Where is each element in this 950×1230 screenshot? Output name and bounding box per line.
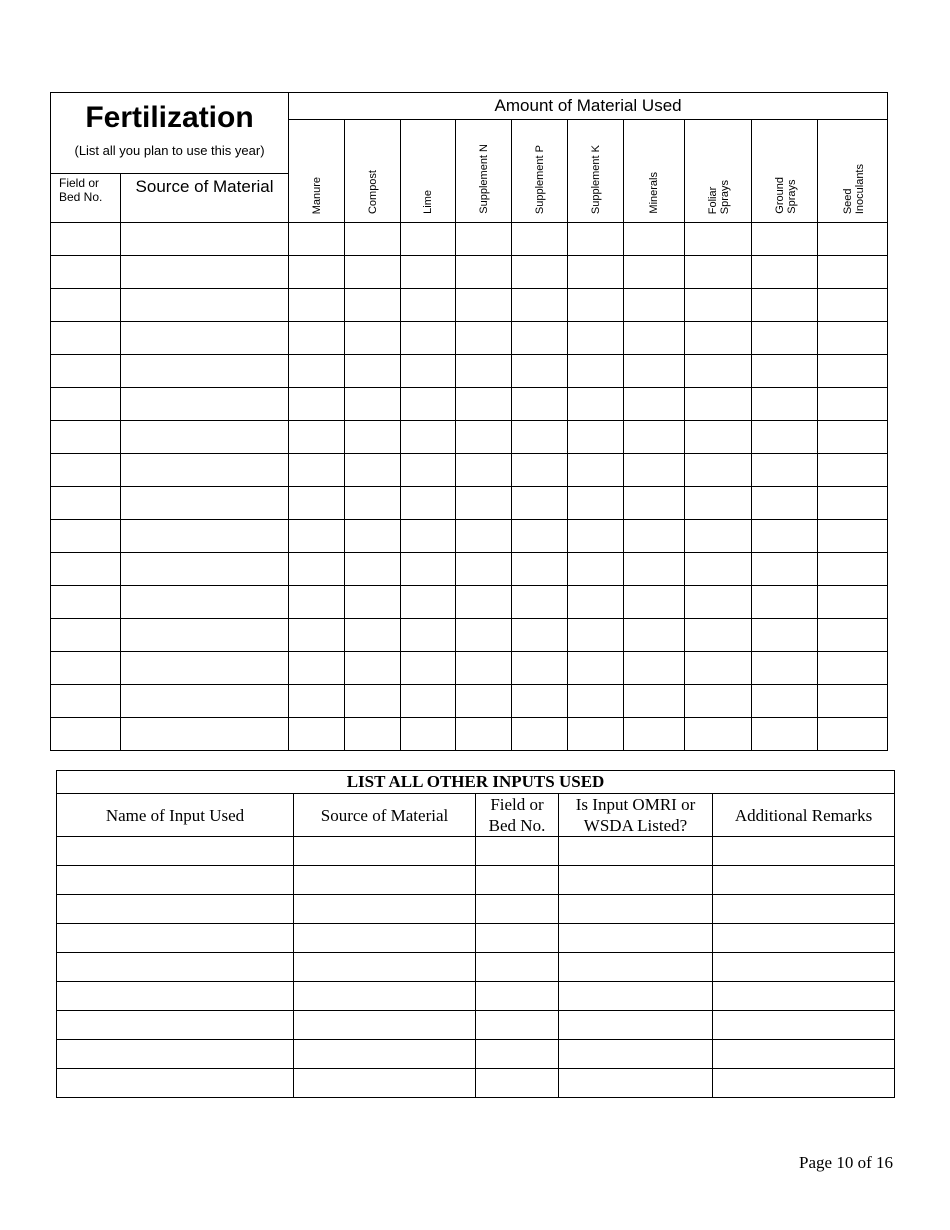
fertilization-entry-cell[interactable] xyxy=(512,619,568,652)
other-input-entry-cell[interactable] xyxy=(294,982,476,1011)
other-input-row xyxy=(57,895,895,924)
fertilization-entry-cell[interactable] xyxy=(685,553,752,586)
column-manure: Manure xyxy=(289,120,345,223)
fertilization-entry-cell[interactable] xyxy=(818,487,888,520)
fertilization-entry-cell[interactable] xyxy=(512,586,568,619)
other-input-entry-cell[interactable] xyxy=(294,924,476,953)
fertilization-entry-cell[interactable] xyxy=(512,520,568,553)
other-input-entry-cell[interactable] xyxy=(713,1011,895,1040)
fertilization-entry-cell[interactable] xyxy=(456,256,512,289)
fertilization-entry-cell[interactable] xyxy=(685,652,752,685)
fertilization-entry-cell[interactable] xyxy=(512,487,568,520)
fertilization-entry-cell[interactable] xyxy=(685,685,752,718)
fertilization-entry-cell[interactable] xyxy=(345,421,401,454)
fertilization-entry-cell[interactable] xyxy=(456,388,512,421)
other-input-entry-cell[interactable] xyxy=(476,924,559,953)
fertilization-entry-cell[interactable] xyxy=(401,718,456,751)
fertilization-entry-cell[interactable] xyxy=(401,685,456,718)
fertilization-entry-cell[interactable] xyxy=(512,454,568,487)
fertilization-row xyxy=(51,586,888,619)
fertilization-entry-cell[interactable] xyxy=(345,289,401,322)
other-input-entry-cell[interactable] xyxy=(559,982,713,1011)
other-input-entry-cell[interactable] xyxy=(57,1040,294,1069)
fertilization-entry-cell[interactable] xyxy=(121,652,289,685)
fertilization-table xyxy=(50,92,888,751)
fertilization-entry-cell[interactable] xyxy=(289,520,345,553)
fertilization-entry-cell[interactable] xyxy=(568,685,624,718)
fertilization-entry-cell[interactable] xyxy=(345,388,401,421)
fertilization-entry-cell[interactable] xyxy=(818,652,888,685)
fertilization-entry-cell[interactable] xyxy=(121,718,289,751)
fertilization-entry-cell[interactable] xyxy=(624,322,685,355)
column-supplement-p: Supplement P xyxy=(512,120,568,223)
fertilization-entry-cell[interactable] xyxy=(51,619,121,652)
fertilization-entry-cell[interactable] xyxy=(456,289,512,322)
fertilization-entry-cell[interactable] xyxy=(456,553,512,586)
fertilization-entry-cell[interactable] xyxy=(51,718,121,751)
fertilization-entry-cell[interactable] xyxy=(752,421,818,454)
fertilization-entry-cell[interactable] xyxy=(345,520,401,553)
fertilization-entry-cell[interactable] xyxy=(624,388,685,421)
other-input-entry-cell[interactable] xyxy=(559,895,713,924)
fertilization-entry-cell[interactable] xyxy=(121,619,289,652)
other-input-entry-cell[interactable] xyxy=(559,924,713,953)
other-input-entry-cell[interactable] xyxy=(476,866,559,895)
fertilization-entry-cell[interactable] xyxy=(512,388,568,421)
fertilization-entry-cell[interactable] xyxy=(345,619,401,652)
column-ground-sprays: Ground Sprays xyxy=(752,120,818,223)
fertilization-entry-cell[interactable] xyxy=(51,553,121,586)
fertilization-entry-cell[interactable] xyxy=(685,454,752,487)
fertilization-entry-cell[interactable] xyxy=(51,586,121,619)
other-input-entry-cell[interactable] xyxy=(559,1011,713,1040)
fertilization-entry-cell[interactable] xyxy=(401,553,456,586)
fertilization-entry-cell[interactable] xyxy=(685,388,752,421)
other-input-row xyxy=(57,1011,895,1040)
fertilization-entry-cell[interactable] xyxy=(289,718,345,751)
fertilization-entry-cell[interactable] xyxy=(818,388,888,421)
fertilization-row xyxy=(51,685,888,718)
fertilization-entry-cell[interactable] xyxy=(121,289,289,322)
omri-wsda-listed-header: Is Input OMRI or WSDA Listed? xyxy=(559,794,713,837)
fertilization-row xyxy=(51,652,888,685)
fertilization-entry-cell[interactable] xyxy=(456,586,512,619)
fertilization-entry-cell[interactable] xyxy=(121,553,289,586)
fertilization-entry-cell[interactable] xyxy=(512,223,568,256)
fertilization-entry-cell[interactable] xyxy=(401,388,456,421)
fertilization-entry-cell[interactable] xyxy=(685,322,752,355)
page-number: Page 10 of 16 xyxy=(799,1153,893,1172)
fertilization-entry-cell[interactable] xyxy=(752,355,818,388)
fertilization-entry-cell[interactable] xyxy=(51,223,121,256)
fertilization-entry-cell[interactable] xyxy=(456,520,512,553)
fertilization-entry-cell[interactable] xyxy=(345,223,401,256)
other-inputs-table xyxy=(56,770,895,1098)
fertilization-row xyxy=(51,487,888,520)
fertilization-entry-cell[interactable] xyxy=(752,685,818,718)
fertilization-entry-cell[interactable] xyxy=(289,388,345,421)
fertilization-entry-cell[interactable] xyxy=(51,652,121,685)
fertilization-entry-cell[interactable] xyxy=(401,289,456,322)
other-input-entry-cell[interactable] xyxy=(57,1011,294,1040)
fertilization-entry-cell[interactable] xyxy=(568,553,624,586)
fertilization-entry-cell[interactable] xyxy=(685,256,752,289)
fertilization-entry-cell[interactable] xyxy=(289,256,345,289)
fertilization-entry-cell[interactable] xyxy=(624,520,685,553)
fertilization-row xyxy=(51,421,888,454)
fertilization-entry-cell[interactable] xyxy=(568,454,624,487)
fertilization-entry-cell[interactable] xyxy=(456,421,512,454)
fertilization-entry-cell[interactable] xyxy=(289,223,345,256)
other-input-entry-cell[interactable] xyxy=(57,924,294,953)
other-input-entry-cell[interactable] xyxy=(294,1040,476,1069)
fertilization-entry-cell[interactable] xyxy=(51,289,121,322)
fertilization-entry-cell[interactable] xyxy=(685,487,752,520)
other-input-entry-cell[interactable] xyxy=(294,1011,476,1040)
fertilization-entry-cell[interactable] xyxy=(51,322,121,355)
fertilization-entry-cell[interactable] xyxy=(512,652,568,685)
fertilization-entry-cell[interactable] xyxy=(51,388,121,421)
column-minerals: Minerals xyxy=(624,120,685,223)
fertilization-entry-cell[interactable] xyxy=(752,619,818,652)
fertilization-entry-cell[interactable] xyxy=(568,586,624,619)
fertilization-entry-cell[interactable] xyxy=(818,685,888,718)
other-input-entry-cell[interactable] xyxy=(57,1069,294,1098)
fertilization-entry-cell[interactable] xyxy=(121,256,289,289)
fertilization-entry-cell[interactable] xyxy=(624,718,685,751)
fertilization-entry-cell[interactable] xyxy=(456,454,512,487)
fertilization-entry-cell[interactable] xyxy=(685,586,752,619)
fertilization-title-cell xyxy=(51,93,289,174)
fertilization-row xyxy=(51,388,888,421)
fertilization-entry-cell[interactable] xyxy=(624,256,685,289)
name-of-input-header: Name of Input Used xyxy=(57,794,294,837)
fertilization-row xyxy=(51,322,888,355)
fertilization-entry-cell[interactable] xyxy=(818,586,888,619)
fertilization-entry-cell[interactable] xyxy=(51,421,121,454)
other-input-entry-cell[interactable] xyxy=(559,837,713,866)
other-input-entry-cell[interactable] xyxy=(57,895,294,924)
fertilization-entry-cell[interactable] xyxy=(121,520,289,553)
fertilization-entry-cell[interactable] xyxy=(289,619,345,652)
fertilization-entry-cell[interactable] xyxy=(456,223,512,256)
fertilization-entry-cell[interactable] xyxy=(818,619,888,652)
fertilization-entry-cell[interactable] xyxy=(289,454,345,487)
fertilization-entry-cell[interactable] xyxy=(512,256,568,289)
fertilization-entry-cell[interactable] xyxy=(456,652,512,685)
fertilization-entry-cell[interactable] xyxy=(512,553,568,586)
fertilization-entry-cell[interactable] xyxy=(568,520,624,553)
other-input-entry-cell[interactable] xyxy=(559,1040,713,1069)
fertilization-row xyxy=(51,355,888,388)
fertilization-row xyxy=(51,619,888,652)
other-input-entry-cell[interactable] xyxy=(476,1011,559,1040)
other-input-entry-cell[interactable] xyxy=(476,982,559,1011)
column-seed-inoculants: Seed Inoculants xyxy=(818,120,888,223)
fertilization-entry-cell[interactable] xyxy=(624,553,685,586)
fertilization-entry-cell[interactable] xyxy=(624,685,685,718)
fertilization-row xyxy=(51,289,888,322)
fertilization-entry-cell[interactable] xyxy=(289,289,345,322)
fertilization-entry-cell[interactable] xyxy=(818,454,888,487)
column-supplement-k: Supplement K xyxy=(568,120,624,223)
other-input-entry-cell[interactable] xyxy=(713,866,895,895)
fertilization-entry-cell[interactable] xyxy=(289,322,345,355)
other-input-row xyxy=(57,1040,895,1069)
fertilization-entry-cell[interactable] xyxy=(289,652,345,685)
fertilization-entry-cell[interactable] xyxy=(685,520,752,553)
fertilization-title: Fertilization xyxy=(85,101,254,134)
fertilization-row xyxy=(51,256,888,289)
fertilization-entry-cell[interactable] xyxy=(51,256,121,289)
fertilization-entry-cell[interactable] xyxy=(568,289,624,322)
other-input-entry-cell[interactable] xyxy=(57,982,294,1011)
fertilization-entry-cell[interactable] xyxy=(752,454,818,487)
other-input-entry-cell[interactable] xyxy=(713,953,895,982)
fertilization-entry-cell[interactable] xyxy=(752,322,818,355)
fertilization-entry-cell[interactable] xyxy=(818,223,888,256)
fertilization-entry-cell[interactable] xyxy=(685,718,752,751)
other-input-entry-cell[interactable] xyxy=(476,953,559,982)
fertilization-entry-cell[interactable] xyxy=(752,718,818,751)
fertilization-entry-cell[interactable] xyxy=(512,289,568,322)
fertilization-entry-cell[interactable] xyxy=(685,289,752,322)
source-of-material-header: Source of Material xyxy=(294,794,476,837)
fertilization-entry-cell[interactable] xyxy=(345,553,401,586)
additional-remarks-header: Additional Remarks xyxy=(713,794,895,837)
fertilization-entry-cell[interactable] xyxy=(401,256,456,289)
fertilization-entry-cell[interactable] xyxy=(51,685,121,718)
fertilization-entry-cell[interactable] xyxy=(345,487,401,520)
other-input-entry-cell[interactable] xyxy=(713,895,895,924)
fertilization-entry-cell[interactable] xyxy=(685,355,752,388)
fertilization-entry-cell[interactable] xyxy=(568,619,624,652)
other-input-row xyxy=(57,982,895,1011)
fertilization-entry-cell[interactable] xyxy=(401,652,456,685)
fertilization-entry-cell[interactable] xyxy=(685,421,752,454)
other-input-entry-cell[interactable] xyxy=(476,1040,559,1069)
fertilization-entry-cell[interactable] xyxy=(818,322,888,355)
fertilization-entry-cell[interactable] xyxy=(818,355,888,388)
fertilization-entry-cell[interactable] xyxy=(752,289,818,322)
fertilization-entry-cell[interactable] xyxy=(568,223,624,256)
fertilization-entry-cell[interactable] xyxy=(818,718,888,751)
fertilization-entry-cell[interactable] xyxy=(512,355,568,388)
fertilization-entry-cell[interactable] xyxy=(121,388,289,421)
fertilization-entry-cell[interactable] xyxy=(752,553,818,586)
fertilization-row xyxy=(51,454,888,487)
other-input-entry-cell[interactable] xyxy=(294,837,476,866)
fertilization-entry-cell[interactable] xyxy=(752,388,818,421)
fertilization-entry-cell[interactable] xyxy=(51,487,121,520)
other-input-entry-cell[interactable] xyxy=(57,837,294,866)
fertilization-entry-cell[interactable] xyxy=(401,421,456,454)
fertilization-entry-cell[interactable] xyxy=(456,355,512,388)
fertilization-entry-cell[interactable] xyxy=(121,322,289,355)
column-lime: Lime xyxy=(401,120,456,223)
fertilization-entry-cell[interactable] xyxy=(401,223,456,256)
fertilization-entry-cell[interactable] xyxy=(121,685,289,718)
fertilization-entry-cell[interactable] xyxy=(51,454,121,487)
fertilization-entry-cell[interactable] xyxy=(512,718,568,751)
fertilization-entry-cell[interactable] xyxy=(568,421,624,454)
fertilization-entry-cell[interactable] xyxy=(456,718,512,751)
other-input-entry-cell[interactable] xyxy=(294,953,476,982)
fertilization-row xyxy=(51,520,888,553)
fertilization-row xyxy=(51,553,888,586)
fertilization-entry-cell[interactable] xyxy=(624,619,685,652)
fertilization-entry-cell[interactable] xyxy=(289,355,345,388)
other-input-entry-cell[interactable] xyxy=(713,1040,895,1069)
other-input-entry-cell[interactable] xyxy=(476,1069,559,1098)
fertilization-row xyxy=(51,718,888,751)
other-input-entry-cell[interactable] xyxy=(294,895,476,924)
other-inputs-title: LIST ALL OTHER INPUTS USED xyxy=(57,771,895,794)
column-compost: Compost xyxy=(345,120,401,223)
fertilization-entry-cell[interactable] xyxy=(568,487,624,520)
other-input-row xyxy=(57,924,895,953)
fertilization-entry-cell[interactable] xyxy=(51,355,121,388)
fertilization-entry-cell[interactable] xyxy=(121,454,289,487)
fertilization-entry-cell[interactable] xyxy=(289,553,345,586)
fertilization-entry-cell[interactable] xyxy=(624,586,685,619)
other-input-entry-cell[interactable] xyxy=(713,1069,895,1098)
fertilization-entry-cell[interactable] xyxy=(818,256,888,289)
fertilization-entry-cell[interactable] xyxy=(512,685,568,718)
other-input-entry-cell[interactable] xyxy=(57,866,294,895)
fertilization-entry-cell[interactable] xyxy=(512,322,568,355)
fertilization-entry-cell[interactable] xyxy=(345,586,401,619)
other-input-row xyxy=(57,837,895,866)
other-input-entry-cell[interactable] xyxy=(476,837,559,866)
fertilization-entry-cell[interactable] xyxy=(401,586,456,619)
fertilization-entry-cell[interactable] xyxy=(456,685,512,718)
fertilization-entry-cell[interactable] xyxy=(568,718,624,751)
fertilization-entry-cell[interactable] xyxy=(624,652,685,685)
other-input-entry-cell[interactable] xyxy=(559,866,713,895)
other-input-entry-cell[interactable] xyxy=(713,982,895,1011)
other-input-row xyxy=(57,1069,895,1098)
fertilization-entry-cell[interactable] xyxy=(818,289,888,322)
fertilization-entry-cell[interactable] xyxy=(289,685,345,718)
fertilization-entry-cell[interactable] xyxy=(456,619,512,652)
fertilization-entry-cell[interactable] xyxy=(568,256,624,289)
fertilization-row xyxy=(51,223,888,256)
fertilization-entry-cell[interactable] xyxy=(345,355,401,388)
fertilization-entry-cell[interactable] xyxy=(624,454,685,487)
fertilization-entry-cell[interactable] xyxy=(345,718,401,751)
column-foliar-sprays: Foliar Sprays xyxy=(685,120,752,223)
other-input-entry-cell[interactable] xyxy=(476,895,559,924)
fertilization-entry-cell[interactable] xyxy=(456,322,512,355)
amount-of-material-header: Amount of Material Used xyxy=(289,93,888,120)
fertilization-subtitle: (List all you plan to use this year) xyxy=(74,143,265,158)
fertilization-entry-cell[interactable] xyxy=(121,421,289,454)
fertilization-entry-cell[interactable] xyxy=(752,520,818,553)
fertilization-entry-cell[interactable] xyxy=(624,355,685,388)
fertilization-entry-cell[interactable] xyxy=(289,421,345,454)
fertilization-entry-cell[interactable] xyxy=(624,421,685,454)
field-or-bed-header: Field or Bed No. xyxy=(51,174,121,223)
fertilization-entry-cell[interactable] xyxy=(752,487,818,520)
other-input-entry-cell[interactable] xyxy=(57,953,294,982)
fertilization-entry-cell[interactable] xyxy=(818,553,888,586)
fertilization-entry-cell[interactable] xyxy=(456,487,512,520)
fertilization-entry-cell[interactable] xyxy=(401,454,456,487)
fertilization-entry-cell[interactable] xyxy=(51,520,121,553)
fertilization-entry-cell[interactable] xyxy=(685,223,752,256)
fertilization-entry-cell[interactable] xyxy=(289,586,345,619)
field-or-bed-header: Field or Bed No. xyxy=(476,794,559,837)
fertilization-entry-cell[interactable] xyxy=(345,685,401,718)
fertilization-entry-cell[interactable] xyxy=(401,355,456,388)
fertilization-entry-cell[interactable] xyxy=(752,652,818,685)
fertilization-entry-cell[interactable] xyxy=(345,256,401,289)
fertilization-entry-cell[interactable] xyxy=(624,289,685,322)
fertilization-entry-cell[interactable] xyxy=(568,652,624,685)
other-input-entry-cell[interactable] xyxy=(713,924,895,953)
fertilization-entry-cell[interactable] xyxy=(121,355,289,388)
fertilization-entry-cell[interactable] xyxy=(289,487,345,520)
other-input-entry-cell[interactable] xyxy=(559,1069,713,1098)
fertilization-entry-cell[interactable] xyxy=(401,619,456,652)
fertilization-entry-cell[interactable] xyxy=(568,388,624,421)
fertilization-entry-cell[interactable] xyxy=(818,520,888,553)
fertilization-entry-cell[interactable] xyxy=(752,256,818,289)
fertilization-entry-cell[interactable] xyxy=(121,586,289,619)
fertilization-entry-cell[interactable] xyxy=(568,322,624,355)
fertilization-entry-cell[interactable] xyxy=(512,421,568,454)
fertilization-entry-cell[interactable] xyxy=(685,619,752,652)
fertilization-entry-cell[interactable] xyxy=(121,487,289,520)
other-input-row xyxy=(57,953,895,982)
fertilization-entry-cell[interactable] xyxy=(121,223,289,256)
other-input-entry-cell[interactable] xyxy=(294,866,476,895)
fertilization-entry-cell[interactable] xyxy=(818,421,888,454)
source-of-material-header: Source of Material xyxy=(121,174,289,223)
fertilization-entry-cell[interactable] xyxy=(345,322,401,355)
fertilization-entry-cell[interactable] xyxy=(624,223,685,256)
other-input-row xyxy=(57,866,895,895)
fertilization-entry-cell[interactable] xyxy=(401,487,456,520)
fertilization-entry-cell[interactable] xyxy=(401,520,456,553)
column-supplement-n: Supplement N xyxy=(456,120,512,223)
fertilization-entry-cell[interactable] xyxy=(624,487,685,520)
fertilization-entry-cell[interactable] xyxy=(345,454,401,487)
fertilization-entry-cell[interactable] xyxy=(752,586,818,619)
fertilization-entry-cell[interactable] xyxy=(401,322,456,355)
other-input-entry-cell[interactable] xyxy=(294,1069,476,1098)
fertilization-entry-cell[interactable] xyxy=(345,652,401,685)
other-input-entry-cell[interactable] xyxy=(713,837,895,866)
fertilization-entry-cell[interactable] xyxy=(752,223,818,256)
fertilization-entry-cell[interactable] xyxy=(568,355,624,388)
other-input-entry-cell[interactable] xyxy=(559,953,713,982)
